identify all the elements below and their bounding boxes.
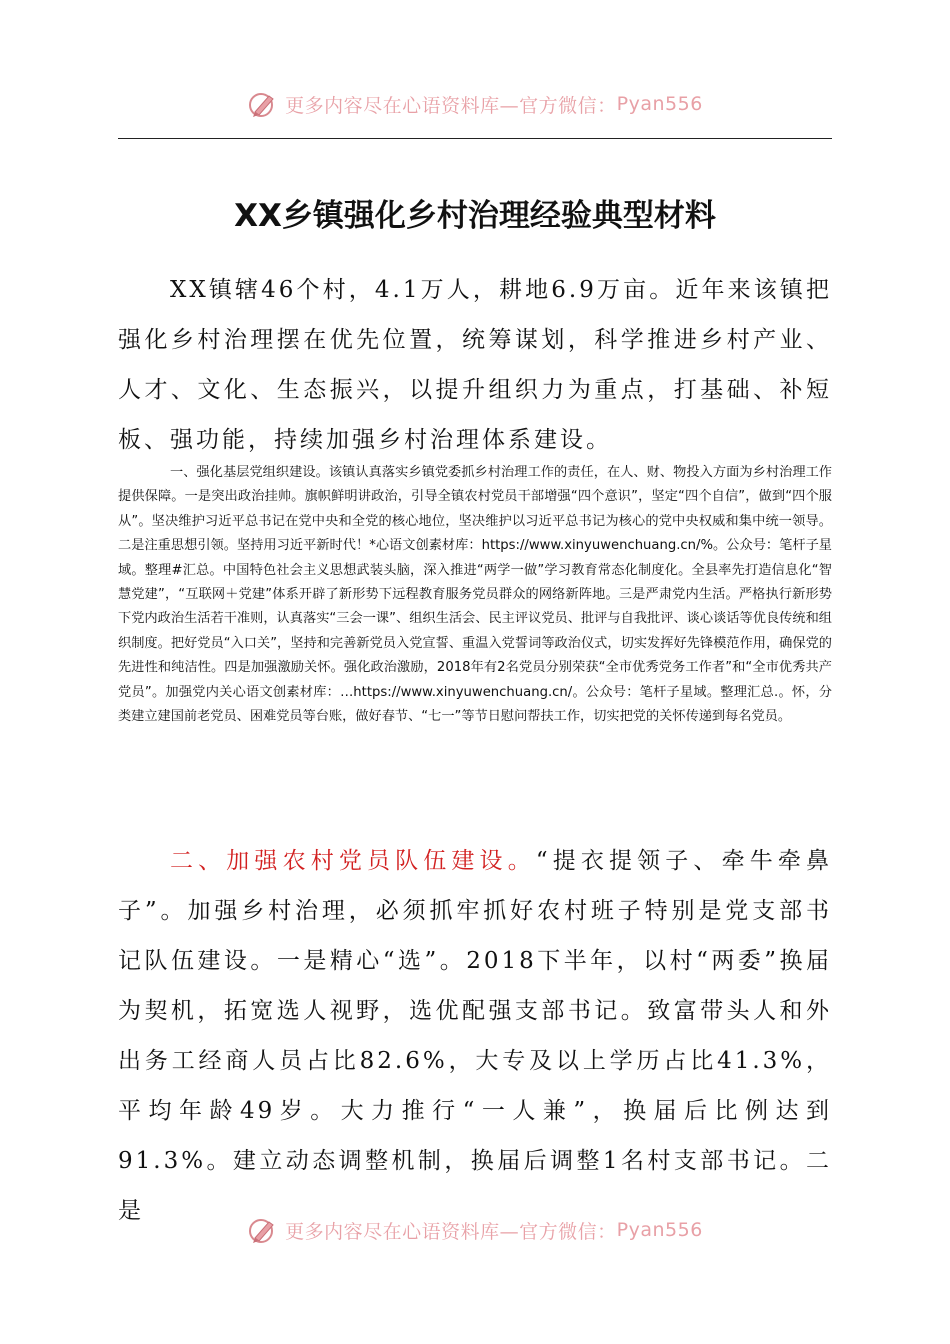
- footer-wechat-id: Pyan556: [616, 1219, 703, 1241]
- footer-brand-text: 更多内容尽在心语资料库—官方微信：: [285, 1220, 617, 1243]
- pen-logo-icon: [247, 1214, 279, 1246]
- pen-logo-icon: [247, 88, 279, 120]
- header-brand-text: 更多内容尽在心语资料库—官方微信：: [285, 94, 617, 117]
- header-brand: [0, 84, 950, 124]
- section-2-body: “提衣提领子、牵牛牵鼻子”。加强乡村治理，必须抓牢抓好农村班子特别是党支部书记队伍建设。一是精心“选”。2018下半年，以村“两委”换届为契机，拓宽选人视野，选优配强支部书记。致富带头人和外出务工经商人员占比82.6%，大专及以上学历占比41.3%，平均年龄49岁。大力推行“一人兼”，换届后比例达到91.3%。建立动态调整机制，换届后调整1名村支部书记。二是: [118, 848, 832, 1224]
- section-2-heading: 二、加强农村党员队伍建设。: [170, 848, 536, 874]
- page-title: XX乡镇强化乡村治理经验典型材料: [234, 198, 716, 234]
- footer-brand: [0, 1210, 950, 1250]
- header-divider: [118, 138, 832, 139]
- section-1-paragraph: 一、强化基层党组织建设。该镇认真落实乡镇党委抓乡村治理工作的责任，在人、财、物投入方面为乡村治理工作提供保障。一是突出政治挂帅。旗帜鲜明讲政治，引导全镇农村党员干部增强“四个意识”，坚定“四个自信”，做到“四个服从”。坚决维护习近平总书记在党中央和全党的核心地位，坚决维护以习近平总书记为核心的党中央权威和集中统一领导。二是注重思想引领。坚持用习近平新时代！*心语文创素材库：https://www.xinyuwenchuang.cn/%。公众号：笔杆子星域。整理#汇总。中国特色社会主义思想武装头脑，深入推进“两学一做”学习教育常态化制度化。全县率先打造信息化“智慧党建”，“互联网＋党建”体系开辟了新形势下远程教育服务党员群众的网络新阵地。三是严肃党内生活。严格执行新形势下党内政治生活若干准则，认真落实“三会一课”、组织生活会、民主评议党员、批评与自我批评、谈心谈话等优良传统和组织制度。把好党员“入口关”，坚持和完善新党员入党宣誓、重温入党誓词等政治仪式，切实发挥好先锋模范作用，确保党的先进性和纯洁性。四是加强激励关怀。强化政治激励，2018年有2名党员分别荣获“全市优秀党务工作者”和“全市优秀共产党员”。加强党内关心语文创素材库：…https://www.xinyuwenchuang.cn/。公众号：笔杆子星域。整理汇总.。怀，分类建立建国前老党员、困难党员等台账，做好春节、“七一”等节日慰问帮扶工作，切实把党的关怀传递到每名党员。: [118, 465, 832, 725]
- header-wechat-id: Pyan556: [616, 93, 703, 115]
- section-2-paragraph: [118, 836, 832, 1236]
- intro-paragraph: XX镇辖46个村，4.1万人，耕地6.9万亩。近年来该镇把强化乡村治理摆在优先位置，统筹谋划，科学推进乡村产业、人才、文化、生态振兴，以提升组织力为重点，打基础、补短板、强功能，持续加强乡村治理体系建设。: [118, 277, 832, 453]
